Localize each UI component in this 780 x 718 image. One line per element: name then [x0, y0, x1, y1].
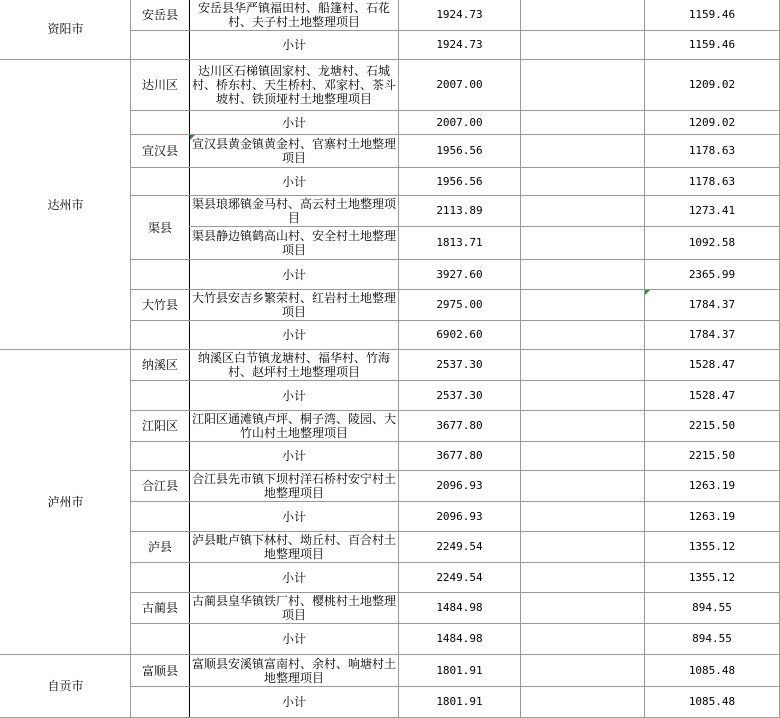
amount-value: 1209.02 — [688, 78, 736, 91]
cell-error-indicator-icon — [645, 290, 650, 295]
county-name: 渠县 — [147, 220, 172, 235]
area-value: 1813.71 — [436, 236, 483, 249]
subtotal-amount: 1209.02 — [688, 115, 736, 129]
area-value: 2537.30 — [436, 358, 483, 371]
amount-value: 1528.47 — [688, 358, 736, 371]
subtotal-label: 小计 — [281, 328, 306, 342]
area-value: 1924.73 — [436, 7, 483, 21]
county-name: 合江县 — [141, 479, 178, 493]
subtotal-amount: 894.55 — [692, 632, 732, 645]
subtotal-label: 小计 — [281, 388, 306, 403]
subtotal-area: 3677.80 — [436, 449, 483, 462]
project-name: 安岳县华严镇福田村、船篷村、石花村、夫子村土地整理项目 — [197, 0, 390, 29]
county-name: 江阳区 — [141, 419, 178, 433]
project-name: 古蔺县皇华镇铁厂村、樱桃村土地整理项目 — [192, 594, 397, 622]
area-value: 3677.80 — [436, 419, 483, 432]
city-name: 达州市 — [47, 197, 84, 212]
subtotal-area: 1801.91 — [436, 695, 483, 708]
county-name: 宣汉县 — [141, 144, 178, 158]
area-value: 2249.54 — [436, 540, 483, 553]
subtotal-label: 小计 — [281, 174, 306, 189]
county-name: 安岳县 — [141, 7, 178, 22]
area-value: 2007.00 — [436, 78, 483, 91]
subtotal-label: 小计 — [281, 115, 306, 130]
subtotal-amount: 2215.50 — [688, 449, 736, 462]
project-name: 富顺县安溪镇富南村、余村、响塘村土地整理项目 — [192, 656, 397, 685]
area-value: 1801.91 — [436, 663, 483, 677]
subtotal-area: 2249.54 — [436, 570, 483, 584]
subtotal-area: 2537.30 — [436, 388, 483, 402]
subtotal-amount: 1355.12 — [688, 570, 736, 584]
subtotal-amount: 1159.46 — [688, 38, 736, 51]
subtotal-area: 1956.56 — [436, 174, 483, 188]
amount-value: 1159.46 — [688, 7, 736, 21]
area-value: 1484.98 — [436, 601, 483, 614]
city-name: 自贡市 — [47, 679, 84, 693]
area-value: 1956.56 — [436, 144, 483, 157]
project-name: 纳溪区白节镇龙塘村、福华村、竹海村、赵坪村土地整理项目 — [197, 351, 390, 379]
amount-value: 2215.50 — [688, 419, 736, 432]
subtotal-label: 小计 — [281, 632, 306, 646]
subtotal-area: 2007.00 — [436, 115, 483, 129]
county-name: 大竹县 — [141, 298, 178, 312]
subtotal-label: 小计 — [281, 449, 306, 463]
county-name: 富顺县 — [141, 663, 178, 678]
subtotal-area: 1924.73 — [436, 38, 483, 51]
area-value: 2975.00 — [436, 298, 483, 311]
city-name: 泸州市 — [47, 495, 84, 509]
subtotal-label: 小计 — [281, 267, 306, 282]
project-name: 渠县静边镇鹤高山村、安全村土地整理项目 — [192, 229, 397, 257]
subtotal-label: 小计 — [281, 695, 306, 709]
county-name: 古蔺县 — [141, 601, 178, 615]
county-name: 纳溪区 — [141, 358, 178, 372]
subtotal-amount: 1784.37 — [688, 328, 736, 341]
subtotal-label: 小计 — [281, 570, 306, 585]
subtotal-amount: 1085.48 — [688, 695, 736, 708]
subtotal-amount: 2365.99 — [688, 267, 736, 281]
project-name: 渠县琅琊镇金马村、高云村土地整理项目 — [192, 197, 397, 225]
grid-line — [520, 0, 521, 718]
project-name: 合江县先市镇下坝村洋石桥村安宁村土地整理项目 — [192, 472, 397, 500]
amount-value: 1092.58 — [688, 236, 736, 249]
project-name: 大竹县安吉乡繁荣村、红岩村土地整理项目 — [192, 291, 397, 319]
subtotal-area: 6902.60 — [436, 328, 483, 341]
project-name: 宣汉县黄金镇黄金村、官寨村土地整理项目 — [192, 137, 397, 165]
subtotal-amount: 1263.19 — [688, 509, 736, 523]
subtotal-area: 2096.93 — [436, 509, 483, 523]
amount-value: 1784.37 — [688, 298, 736, 311]
county-name: 泸县 — [147, 540, 172, 554]
amount-value: 1085.48 — [688, 663, 736, 677]
subtotal-amount: 1178.63 — [688, 174, 736, 188]
amount-value: 1178.63 — [688, 144, 736, 157]
amount-value: 894.55 — [692, 601, 732, 614]
area-value: 2096.93 — [436, 479, 483, 492]
project-name: 江阳区通滩镇卢坪、桐子湾、陵园、大竹山村土地整理项目 — [192, 412, 397, 440]
subtotal-label: 小计 — [281, 509, 306, 524]
subtotal-amount: 1528.47 — [688, 388, 736, 402]
area-value: 2113.89 — [436, 204, 483, 217]
project-name: 泸县毗卢镇下林村、坳丘村、百合村土地整理项目 — [192, 533, 397, 561]
county-name: 达川区 — [141, 78, 178, 92]
city-name: 资阳市 — [47, 22, 84, 36]
amount-value: 1355.12 — [688, 540, 736, 553]
amount-value: 1273.41 — [688, 204, 736, 217]
subtotal-area: 3927.60 — [436, 267, 483, 281]
subtotal-area: 1484.98 — [436, 632, 483, 645]
cell-error-indicator-icon — [190, 135, 195, 140]
amount-value: 1263.19 — [688, 479, 736, 492]
subtotal-label: 小计 — [281, 38, 306, 52]
project-name: 达川区石梯镇固家村、龙塘村、石城村、桥东村、天生桥村、邓家村、茶斗坡村、铁顶垭村土地整理项目 — [192, 64, 397, 106]
